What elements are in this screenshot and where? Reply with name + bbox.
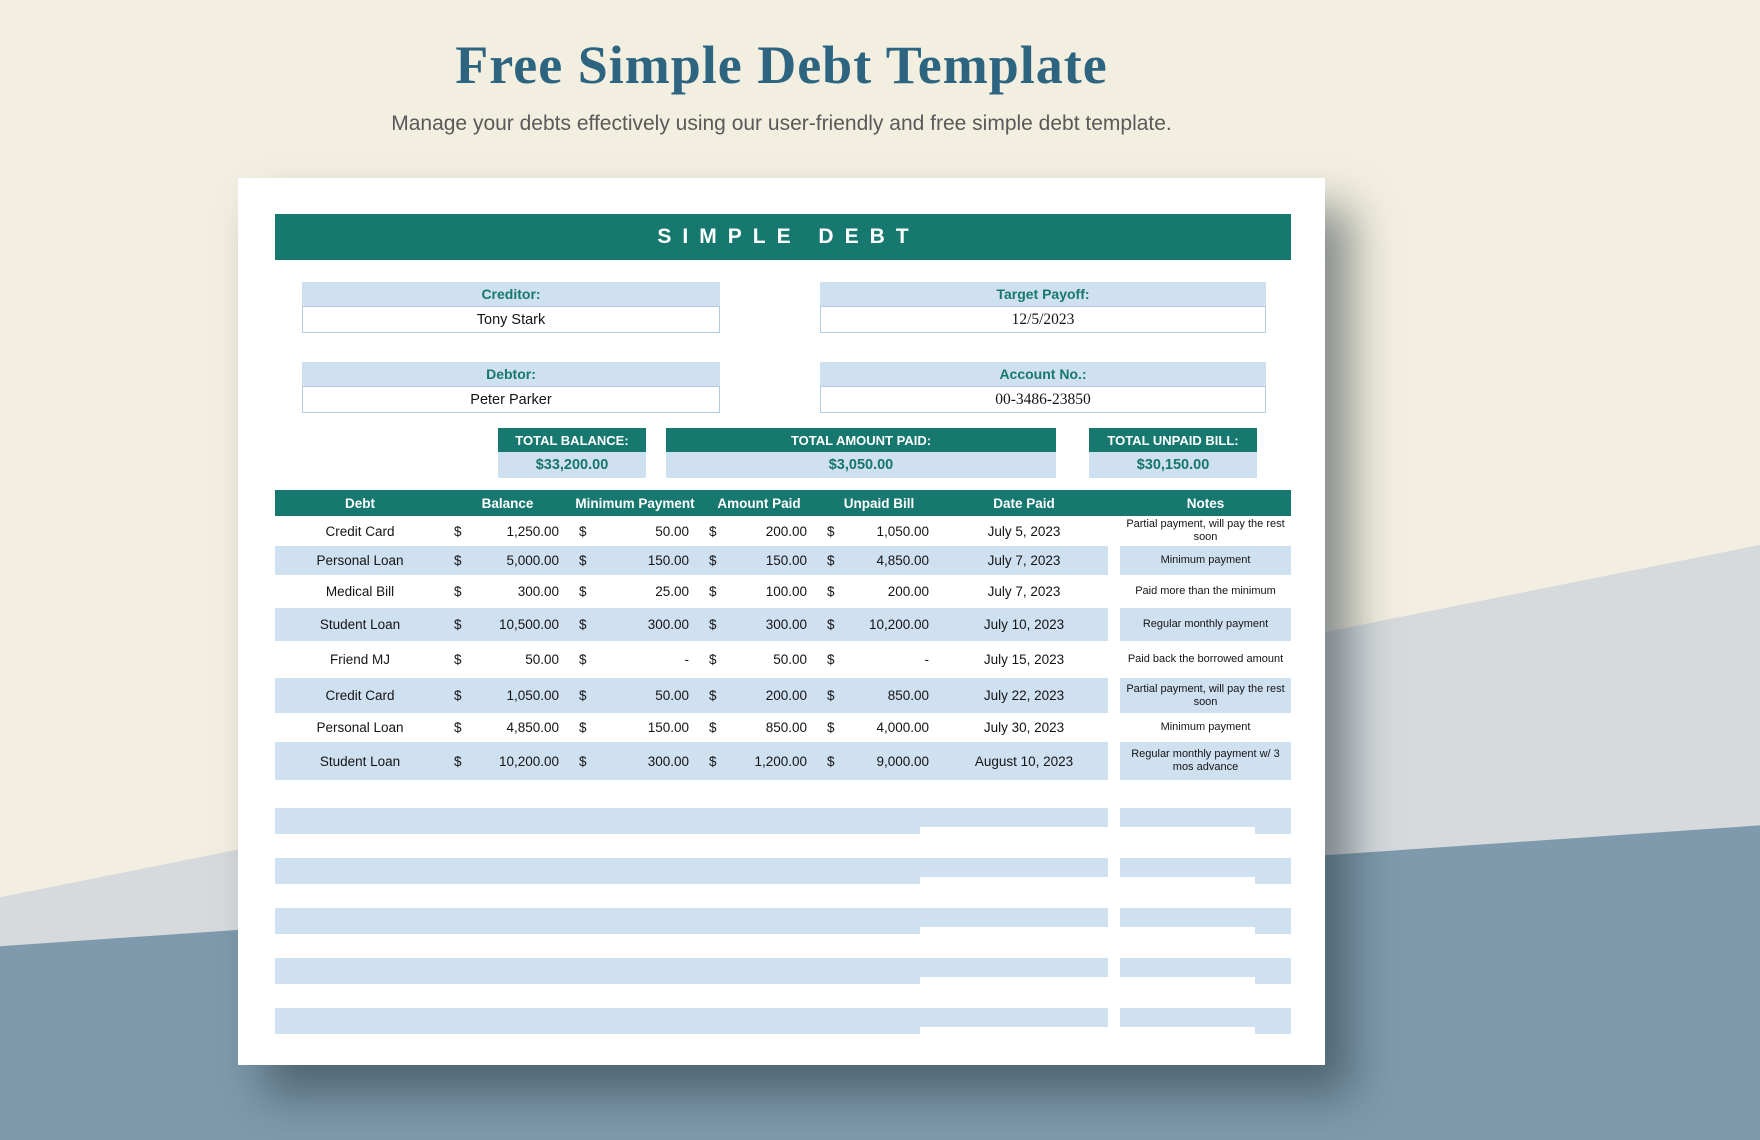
header-cell-balance: Balance: [481, 495, 534, 511]
page-subtitle: Manage your debts effectively using our user-friendly and free simple debt template.: [391, 112, 1172, 135]
currency-symbol: $: [709, 652, 717, 667]
total-balance-value: $33,200.00: [498, 452, 646, 478]
cell-minimum-payment[interactable]: $ 50.00: [570, 516, 700, 546]
cell-date-paid[interactable]: August 10, 2023: [940, 742, 1108, 780]
total-amount-paid-value: $3,050.00: [666, 452, 1056, 478]
cell-amount-paid[interactable]: $ 200.00: [700, 516, 818, 546]
cell-amount-paid[interactable]: $ 300.00: [700, 608, 818, 641]
currency-symbol: $: [454, 720, 462, 735]
target-payoff-value-field[interactable]: 12/5/2023: [820, 306, 1266, 333]
table-row[interactable]: [275, 742, 1291, 780]
creditor-value-field[interactable]: Tony Stark: [302, 306, 720, 333]
header-cell-unpaid-bill: Unpaid Bill: [843, 495, 915, 511]
sheet-card: [238, 178, 1325, 1065]
cell-debt[interactable]: Friend MJ: [275, 641, 445, 678]
target-payoff-label: Target Payoff:: [820, 282, 1266, 306]
cell-amount-paid[interactable]: $ 200.00: [700, 678, 818, 713]
cell-debt[interactable]: Student Loan: [275, 608, 445, 641]
currency-symbol: $: [709, 553, 717, 568]
cell-notes[interactable]: Regular monthly payment w/ 3 mos advance: [1120, 742, 1291, 780]
column-gap: [1108, 713, 1120, 742]
currency-symbol: $: [827, 720, 835, 735]
cell-debt[interactable]: Student Loan: [275, 742, 445, 780]
cell-date-paid[interactable]: July 22, 2023: [940, 678, 1108, 713]
column-gap: [1108, 742, 1120, 780]
total-unpaid-bill-label: TOTAL UNPAID BILL:: [1089, 428, 1257, 452]
cell-amount-paid[interactable]: $ 850.00: [700, 713, 818, 742]
header-cell-amount-paid: Amount Paid: [717, 495, 801, 511]
column-gap: [1108, 575, 1120, 608]
cell-unpaid-bill[interactable]: $ 4,850.00: [818, 546, 940, 575]
cell-minimum-payment[interactable]: $ 150.00: [570, 713, 700, 742]
cell-debt[interactable]: Credit Card: [275, 678, 445, 713]
cell-minimum-payment[interactable]: $ 300.00: [570, 608, 700, 641]
cell-date-paid[interactable]: July 30, 2023: [940, 713, 1108, 742]
table-row[interactable]: [275, 608, 1291, 641]
cell-balance[interactable]: $ 1,250.00: [445, 516, 570, 546]
currency-symbol: $: [579, 652, 587, 667]
cell-debt[interactable]: Credit Card: [275, 516, 445, 546]
currency-symbol: $: [454, 753, 462, 769]
cell-balance[interactable]: $ 10,500.00: [445, 608, 570, 641]
currency-symbol: $: [454, 688, 462, 703]
cell-balance[interactable]: $ 1,050.00: [445, 678, 570, 713]
empty-row-notch: [920, 1027, 1255, 1034]
debtor-value-field[interactable]: Peter Parker: [302, 386, 720, 413]
cell-balance[interactable]: $ 5,000.00: [445, 546, 570, 575]
cell-balance[interactable]: $ 300.00: [445, 575, 570, 608]
table-row[interactable]: [275, 516, 1291, 546]
table-row[interactable]: [275, 678, 1291, 713]
total-balance-label: TOTAL BALANCE:: [498, 428, 646, 452]
table-row[interactable]: [275, 546, 1291, 575]
currency-symbol: $: [579, 720, 587, 735]
cell-unpaid-bill[interactable]: $ 4,000.00: [818, 713, 940, 742]
header-cell-notes: Notes: [1186, 495, 1225, 511]
currency-symbol: $: [454, 617, 462, 632]
empty-row-notch: [920, 977, 1255, 984]
table-row[interactable]: [275, 641, 1291, 678]
cell-debt[interactable]: Personal Loan: [275, 713, 445, 742]
cell-balance[interactable]: $ 4,850.00: [445, 713, 570, 742]
column-gap: [1108, 546, 1120, 575]
cell-date-paid[interactable]: July 5, 2023: [940, 516, 1108, 546]
cell-minimum-payment[interactable]: $ 150.00: [570, 546, 700, 575]
currency-symbol: $: [454, 553, 462, 568]
table-row[interactable]: [275, 713, 1291, 742]
cell-notes[interactable]: Paid back the borrowed amount: [1120, 641, 1291, 678]
column-gap: [1108, 608, 1120, 641]
header-cell-minimum-payment: Minimum Payment: [575, 495, 695, 511]
cell-balance[interactable]: $ 50.00: [445, 641, 570, 678]
cell-notes[interactable]: Minimum payment: [1120, 713, 1291, 742]
empty-row[interactable]: [275, 908, 1291, 934]
currency-symbol: $: [579, 753, 587, 769]
currency-symbol: $: [579, 523, 587, 539]
currency-symbol: $: [709, 720, 717, 735]
currency-symbol: $: [579, 553, 587, 568]
empty-row-notch: [920, 827, 1255, 834]
page-title: Free Simple Debt Template: [455, 35, 1108, 95]
currency-symbol: $: [709, 523, 717, 539]
header-gap: [1108, 490, 1120, 516]
column-gap: [1108, 516, 1120, 546]
currency-symbol: $: [709, 584, 717, 599]
currency-symbol: $: [827, 523, 835, 539]
cell-amount-paid[interactable]: $ 50.00: [700, 641, 818, 678]
cell-minimum-payment[interactable]: $ 25.00: [570, 575, 700, 608]
cell-notes[interactable]: Partial payment, will pay the rest soon: [1120, 678, 1291, 713]
header-cell-date-paid: Date Paid: [993, 495, 1055, 511]
cell-amount-paid[interactable]: $ 100.00: [700, 575, 818, 608]
empty-row[interactable]: [275, 1008, 1291, 1034]
cell-date-paid[interactable]: July 15, 2023: [940, 641, 1108, 678]
currency-symbol: $: [827, 753, 835, 769]
debt-table-body: [275, 516, 1291, 780]
cell-balance[interactable]: $ 10,200.00: [445, 742, 570, 780]
currency-symbol: $: [709, 753, 717, 769]
creditor-label: Creditor:: [302, 282, 720, 306]
cell-minimum-payment[interactable]: $ -: [570, 641, 700, 678]
cell-minimum-payment[interactable]: $ 300.00: [570, 742, 700, 780]
account-no-value-field[interactable]: 00-3486-23850: [820, 386, 1266, 413]
table-row[interactable]: [275, 575, 1291, 608]
currency-symbol: $: [579, 688, 587, 703]
cell-unpaid-bill[interactable]: $ 10,200.00: [818, 608, 940, 641]
empty-row[interactable]: [275, 808, 1291, 834]
cell-date-paid[interactable]: July 7, 2023: [940, 546, 1108, 575]
currency-symbol: $: [579, 584, 587, 599]
empty-row-notch: [920, 927, 1255, 934]
cell-date-paid[interactable]: July 7, 2023: [940, 575, 1108, 608]
currency-symbol: $: [827, 652, 835, 667]
empty-row-notch: [920, 877, 1255, 884]
empty-row[interactable]: [275, 958, 1291, 984]
cell-debt[interactable]: Personal Loan: [275, 546, 445, 575]
sheet-banner-title: SIMPLE DEBT: [275, 214, 1291, 260]
cell-date-paid[interactable]: July 10, 2023: [940, 608, 1108, 641]
total-amount-paid-label: TOTAL AMOUNT PAID:: [666, 428, 1056, 452]
cell-amount-paid[interactable]: $ 150.00: [700, 546, 818, 575]
currency-symbol: $: [454, 584, 462, 599]
empty-row[interactable]: [275, 858, 1291, 884]
currency-symbol: $: [827, 553, 835, 568]
cell-amount-paid[interactable]: $ 1,200.00: [700, 742, 818, 780]
cell-minimum-payment[interactable]: $ 50.00: [570, 678, 700, 713]
cell-debt[interactable]: Medical Bill: [275, 575, 445, 608]
currency-symbol: $: [454, 652, 462, 667]
header-cell-debt: Debt: [345, 495, 375, 511]
cell-unpaid-bill[interactable]: $ 1,050.00: [818, 516, 940, 546]
table-header-row: [275, 490, 1291, 516]
column-gap: [1108, 641, 1120, 678]
cell-unpaid-bill[interactable]: $ 850.00: [818, 678, 940, 713]
debtor-label: Debtor:: [302, 362, 720, 386]
currency-symbol: $: [827, 617, 835, 632]
column-gap: [1108, 678, 1120, 713]
currency-symbol: $: [827, 584, 835, 599]
cell-unpaid-bill[interactable]: $ 200.00: [818, 575, 940, 608]
currency-symbol: $: [709, 688, 717, 703]
cell-unpaid-bill[interactable]: $ -: [818, 641, 940, 678]
currency-symbol: $: [579, 617, 587, 632]
cell-unpaid-bill[interactable]: $ 9,000.00: [818, 742, 940, 780]
total-unpaid-bill-value: $30,150.00: [1089, 452, 1257, 478]
currency-symbol: $: [454, 523, 462, 539]
cell-notes[interactable]: Regular monthly payment: [1120, 608, 1291, 641]
cell-notes[interactable]: Minimum payment: [1120, 546, 1291, 575]
account-no-label: Account No.:: [820, 362, 1266, 386]
cell-notes[interactable]: Partial payment, will pay the rest soon: [1120, 516, 1291, 546]
cell-notes[interactable]: Paid more than the minimum: [1120, 575, 1291, 608]
currency-symbol: $: [709, 617, 717, 632]
currency-symbol: $: [827, 688, 835, 703]
